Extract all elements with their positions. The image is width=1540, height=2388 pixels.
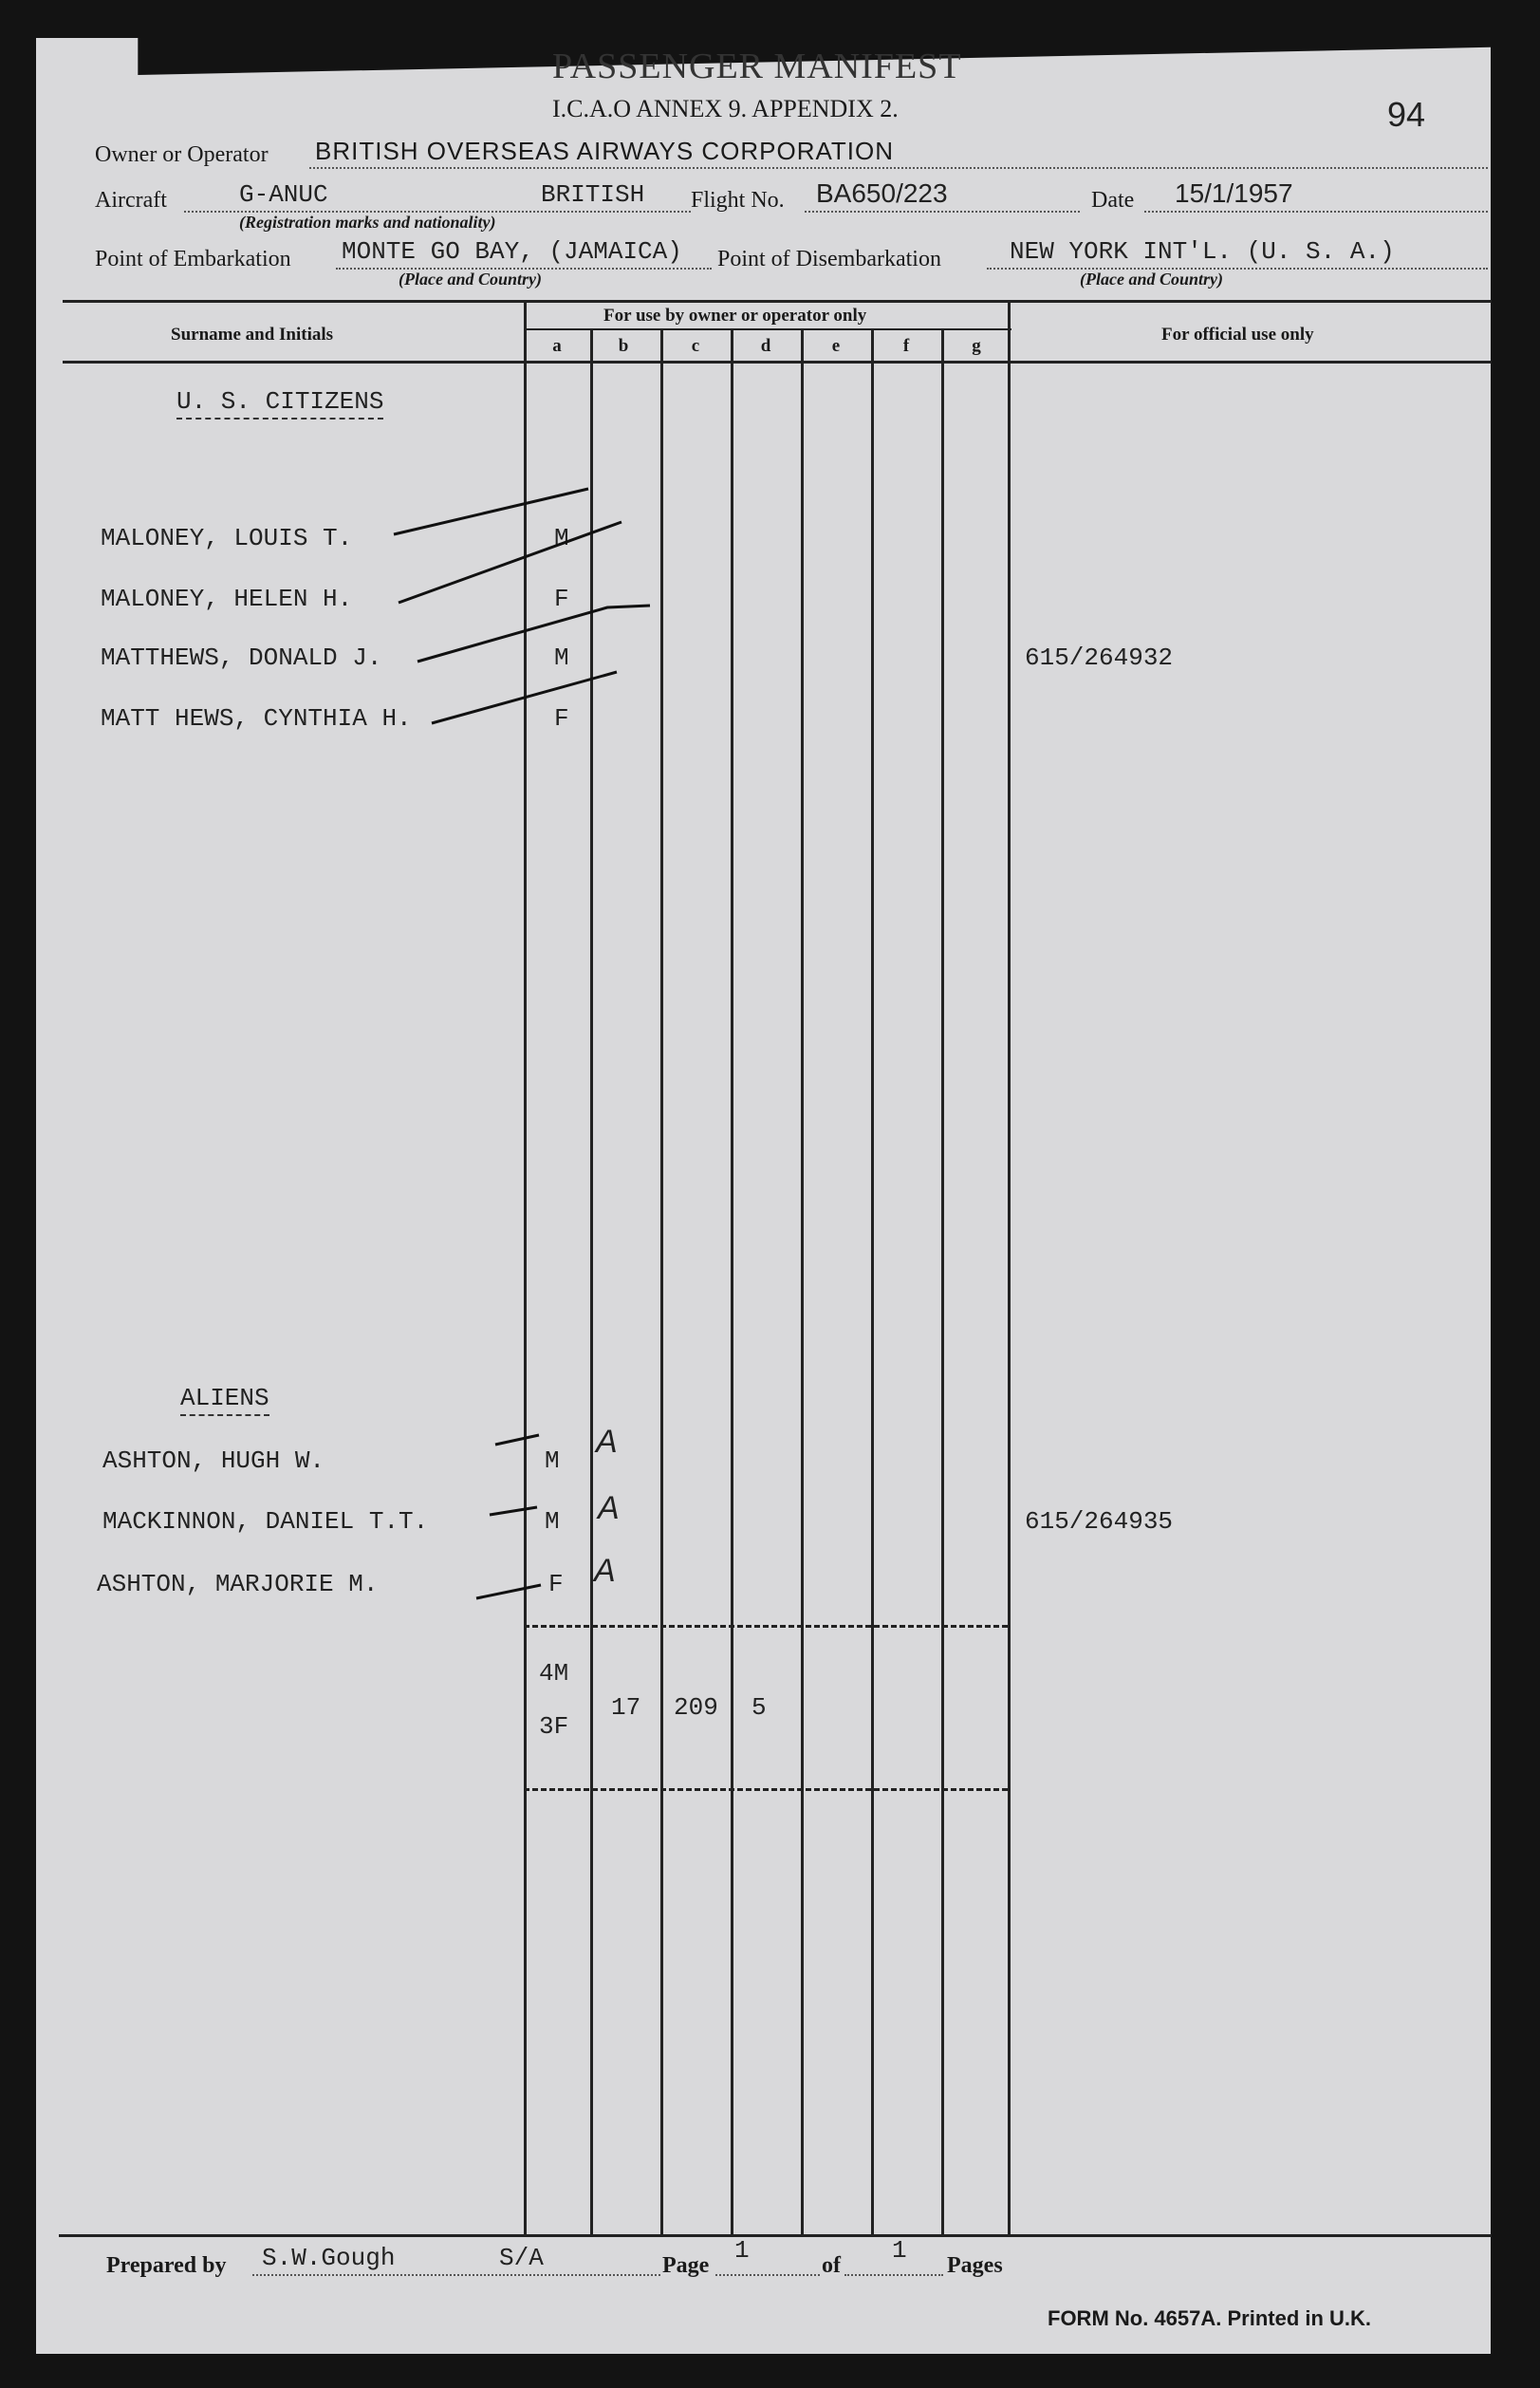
form-number: FORM No. 4657A. Printed in U.K.: [1048, 2306, 1372, 2330]
total-column-c: 209: [674, 1693, 718, 1722]
aircraft-label: Aircraft: [95, 188, 167, 213]
handwritten-mark: A: [596, 1424, 618, 1460]
subcolumn-f: f: [902, 336, 910, 356]
official-reference: 615/264932: [1025, 644, 1174, 672]
totals-top-divider: [524, 1625, 1008, 1628]
page-value: 1: [734, 2236, 750, 2265]
of-line: [844, 2274, 943, 2276]
passenger-name: MALONEY, HELEN H.: [101, 585, 353, 613]
passenger-sex: M: [554, 524, 569, 552]
official-column-header: For official use only: [1161, 325, 1314, 345]
official-reference: 615/264935: [1025, 1507, 1174, 1536]
date-value: 15/1/1957: [1175, 178, 1293, 208]
disembarkation-caption: (Place and Country): [1080, 270, 1223, 289]
subcolumn-b: b: [618, 336, 629, 356]
owner-label: Owner or Operator: [95, 142, 269, 167]
passenger-name: MATT HEWS, CYNTHIA H.: [101, 704, 412, 733]
passenger-name: MALONEY, LOUIS T.: [101, 524, 353, 552]
disembarkation-label: Point of Disembarkation: [717, 247, 941, 271]
total-females: 3F: [539, 1712, 569, 1741]
subcolumn-e: e: [831, 336, 841, 356]
operator-column-header: For use by owner or operator only: [603, 306, 867, 326]
document-title: PASSENGER MANIFEST: [552, 47, 962, 86]
total-column-b: 17: [611, 1693, 641, 1722]
flight-value: BA650/223: [816, 178, 948, 208]
pages-label: Pages: [947, 2253, 1003, 2278]
prepared-by-label: Prepared by: [106, 2253, 227, 2278]
aliens-heading: ALIENS: [180, 1384, 269, 1416]
passenger-sex: F: [548, 1570, 564, 1598]
handwritten-mark: A: [594, 1553, 616, 1589]
passenger-sex: F: [554, 585, 569, 613]
subcolumn-c: c: [691, 336, 700, 356]
owner-value: BRITISH OVERSEAS AIRWAYS CORPORATION: [315, 137, 895, 165]
aircraft-registration: G-ANUC: [239, 180, 328, 209]
table-bottom-border: [59, 2234, 1492, 2237]
total-column-d: 5: [751, 1693, 767, 1722]
of-label: of: [822, 2253, 841, 2278]
passenger-name: MATTHEWS, DONALD J.: [101, 644, 382, 672]
prepared-by-line: [252, 2274, 660, 2276]
passenger-name: MACKINNON, DANIEL T.T.: [102, 1507, 429, 1536]
subcolumn-g: g: [972, 336, 981, 356]
us-citizens-heading: U. S. CITIZENS: [176, 387, 383, 420]
total-males: 4M: [539, 1659, 569, 1688]
surname-column-header: Surname and Initials: [171, 325, 334, 345]
passenger-name: ASHTON, MARJORIE M.: [97, 1570, 379, 1598]
disembarkation-value: NEW YORK INT'L. (U. S. A.): [1010, 237, 1395, 266]
date-label: Date: [1091, 188, 1135, 213]
totals-bottom-divider: [524, 1788, 1008, 1791]
aircraft-caption: (Registration marks and nationality): [239, 213, 496, 232]
passenger-name: ASHTON, HUGH W.: [102, 1446, 325, 1475]
handwritten-mark: A: [598, 1490, 620, 1526]
passenger-sex: M: [554, 644, 569, 672]
prepared-by-value: S.W.Gough: [262, 2244, 396, 2272]
page-stamp-number: 94: [1387, 95, 1426, 134]
embarkation-caption: (Place and Country): [399, 270, 542, 289]
subcolumn-a: a: [552, 336, 562, 356]
page-line: [715, 2274, 820, 2276]
of-value: 1: [892, 2236, 907, 2265]
embarkation-label: Point of Embarkation: [95, 247, 291, 271]
page-label: Page: [662, 2253, 710, 2278]
passenger-sex: M: [545, 1446, 560, 1475]
aircraft-nationality: BRITISH: [541, 180, 645, 209]
passenger-sex: F: [554, 704, 569, 733]
embarkation-value: MONTE GO BAY, (JAMAICA): [342, 237, 682, 266]
subcolumn-d: d: [760, 336, 771, 356]
prepared-by-role: S/A: [499, 2244, 544, 2272]
passenger-sex: M: [545, 1507, 560, 1536]
document-subtitle: I.C.A.O ANNEX 9. APPENDIX 2.: [552, 95, 899, 122]
flight-label: Flight No.: [691, 188, 785, 213]
